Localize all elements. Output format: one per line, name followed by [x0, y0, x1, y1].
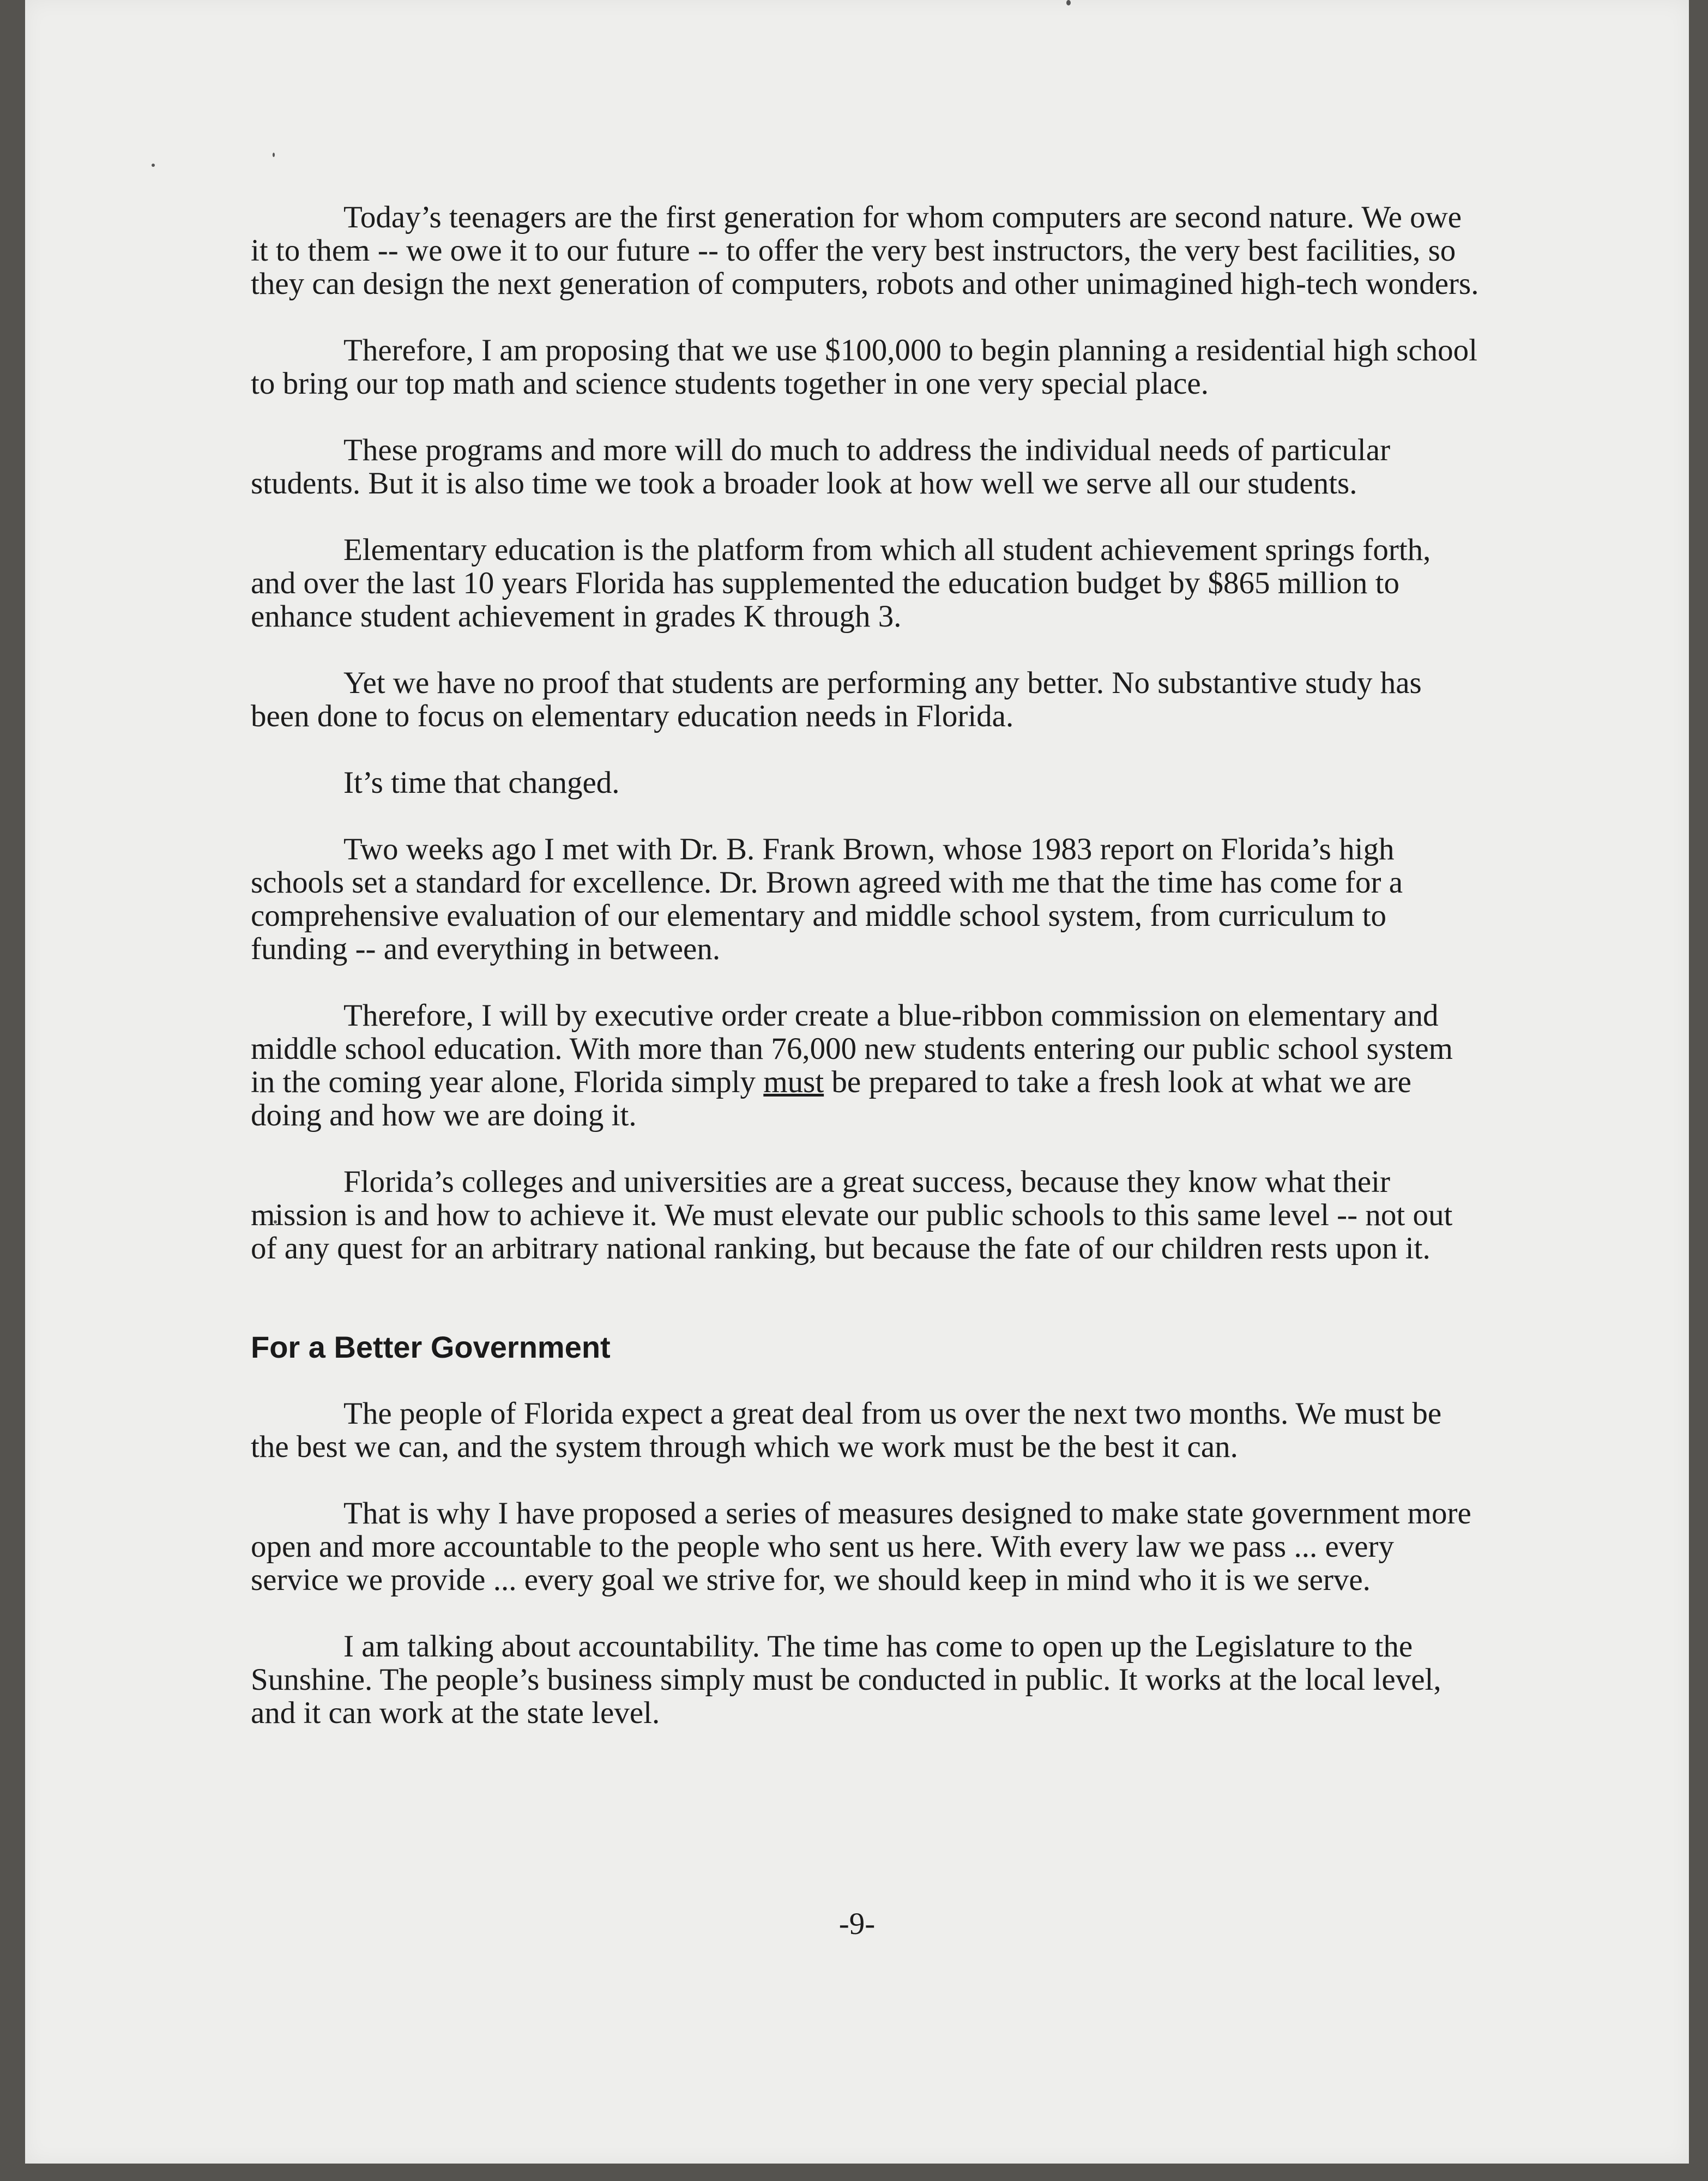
paragraph-time-changed: It’s time that changed. — [343, 766, 620, 800]
paragraph-teenagers: Today’s teenagers are the first generation for whom computers are second nature. We owe it to them -- we owe it to our future -- to offer the very best instructors, the very best facilities, so they can design the next generation of computers, robots and other unimagined high-tech wonders. — [251, 200, 1479, 301]
paragraph-elementary-education: Elementary education is the platform from which all student achievement springs forth, and over the last 10 years Florida has supplemented the education budget by $865 million to enhance student achievement in grades K through 3. — [251, 533, 1431, 634]
paragraph-executive-order — [251, 999, 1483, 1132]
paragraph-residential-school: Therefore, I am proposing that we use $100,000 to begin planning a residential high school to bring our top math and science students together in one very special place. — [251, 333, 1477, 401]
executive-order-text-end: be prepared to take a fresh look at what we are doing and how we are doing it. — [251, 1065, 1411, 1132]
paper-speck — [273, 153, 275, 157]
paragraph-sunshine: I am talking about accountability. The time has come to open up the Legislature to the Sunshine. The people’s business simply must be conducted in public. It works at the local level, and it can work at the state level. — [251, 1629, 1441, 1730]
paragraph-dr-brown: Two weeks ago I met with Dr. B. Frank Brown, whose 1983 report on Florida’s high schools set a standard for excellence. Dr. Brown agreed with me that the time has come for a comprehensive evaluation of our elementary and middle school system, from curriculum to funding -- and everything in between. — [251, 832, 1403, 966]
paragraph-programs: These programs and more will do much to address the individual needs of particular students. But it is also time we took a broader look at how well we serve all our students. — [251, 433, 1391, 501]
document-body — [251, 201, 1483, 1763]
paragraph-accountable-government: That is why I have proposed a series of measures designed to make state government more open and more accountable to the people who sent us here. With every law we pass ... every service we provide ... every goal we strive for, we should keep in mind who it is we serve. — [251, 1496, 1471, 1597]
document-page — [25, 0, 1689, 2164]
paragraph-colleges: Florida’s colleges and universities are a great success, because they know what their mission is and how to achieve it. We must elevate our public schools to this same level -- not out of any quest for an arbitrary national ranking, but because the fate of our children rests upon it. — [251, 1165, 1453, 1266]
paper-speck — [152, 164, 155, 167]
emphasis-must: must — [763, 1065, 824, 1099]
paragraph-people-of-florida: The people of Florida expect a great deal from us over the next two months. We must be the best we can, and the system through which we work must be the best it can. — [251, 1396, 1442, 1464]
section-heading: For a Better Government — [251, 1330, 611, 1364]
paragraph-no-proof: Yet we have no proof that students are performing any better. No substantive study has been done to focus on elementary education needs in Florida. — [251, 666, 1422, 733]
page-number: -9- — [838, 1907, 876, 1941]
paper-speck — [1066, 0, 1071, 5]
executive-order-text-start: Therefore, I will by executive order create a blue-ribbon commission on elementary and middle school education. With more than 76,000 new students entering our public school system in the coming year alone, Florida simply — [251, 998, 1453, 1099]
